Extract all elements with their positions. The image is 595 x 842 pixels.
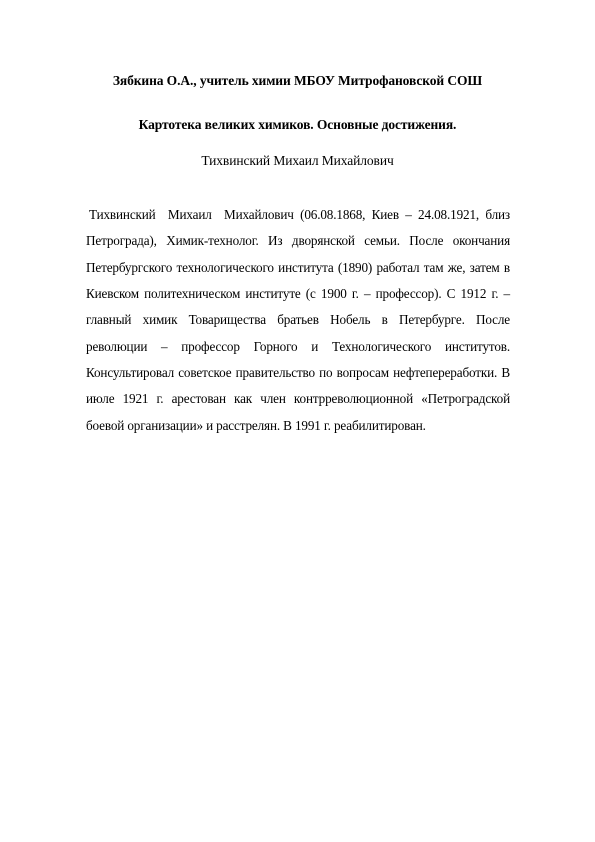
person-heading: Тихвинский Михаил Михайлович (201, 153, 394, 168)
biography-paragraph (86, 202, 510, 439)
document-title: Картотека великих химиков. Основные достижения. (138, 117, 457, 132)
biography-text: (06.08.1868, Киев – 24.08.1921, близ Петрограда), Химик-технолог. Из дворянской семьи. После окончания Петербургского технологического института (1890) работал там же, затем в Киевском политехническом институте (с 1900 г. – профессор). С 1912 г. – главный химик Товарищества братьев Нобель в Петербурге. После революции – профессор Горного и Технологического институтов. Консультировал советское правительство по вопросам нефтепереработки. В июле 1921 г. арестован как член контрреволюционной «Петроградской боевой организации» и расстрелян. В 1991 г. реабилитирован. (86, 207, 510, 433)
biography-name: Тихвинский Михаил Михайлович (89, 207, 294, 223)
author-line: Зябкина О.А., учитель химии МБОУ Митрофановской СОШ (112, 73, 483, 88)
